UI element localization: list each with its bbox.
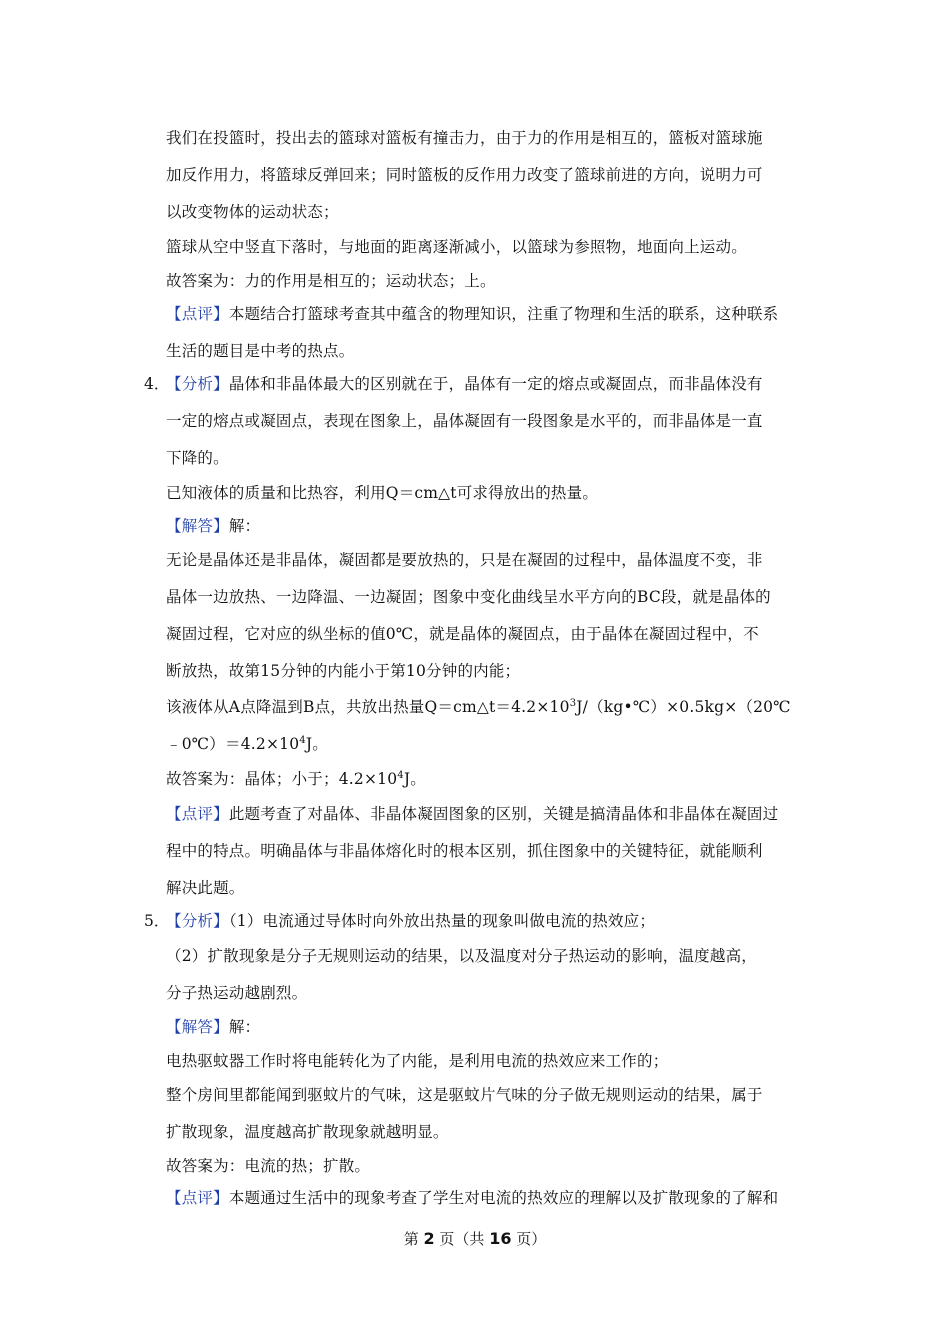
text-line: 下降的。 bbox=[166, 449, 229, 467]
question-number: 5． bbox=[144, 912, 170, 930]
text-line: 分子热运动越剧烈。 bbox=[166, 984, 308, 1002]
text-line: 整个房间里都能闻到驱蚊片的气味，这是驱蚊片气味的分子做无规则运动的结果，属于 bbox=[166, 1086, 763, 1104]
text-line: 已知液体的质量和比热容，利用Q＝cm△t可求得放出的热量。 bbox=[166, 484, 599, 502]
text-line: 一定的熔点或凝固点，表现在图象上，晶体凝固有一段图象是水平的，而非晶体是一直 bbox=[166, 412, 763, 430]
comment-line: 【点评】本题结合打篮球考查其中蕴含的物理知识，注重了物理和生活的联系，这种联系 bbox=[166, 305, 779, 323]
text-line: 电热驱蚊器工作时将电能转化为了内能，是利用电流的热效应来工作的； bbox=[166, 1052, 669, 1070]
text-line: 以改变物体的运动状态； bbox=[166, 203, 339, 221]
text-line: $﹣0℃)=4.2\times 10^4J$。 bbox=[166, 734, 328, 753]
page-number: 2 bbox=[423, 1229, 435, 1248]
analysis-line: 【分析】（1）电流通过导体时向外放出热量的现象叫做电流的热效应； bbox=[166, 912, 656, 930]
text-line: 故答案为：晶体；小于；$4.2\times 10^4J$。 bbox=[166, 769, 426, 788]
text-line: 凝固过程，它对应的纵坐标的值0℃，就是晶体的凝固点，由于晶体在凝固过程中，不 bbox=[166, 625, 759, 643]
text-line: 篮球从空中竖直下落时，与地面的距离逐渐减小，以篮球为参照物，地面向上运动。 bbox=[166, 238, 747, 256]
superscript: 4 bbox=[397, 769, 404, 781]
text-line: 晶体一边放热、一边降温、一边凝固；图象中变化曲线呈水平方向的BC段，就是晶体的 bbox=[166, 588, 771, 606]
comment-line: 【点评】本题通过生活中的现象考查了学生对电流的热效应的理解以及扩散现象的了解和 bbox=[166, 1189, 779, 1207]
text-line: 无论是晶体还是非晶体，凝固都是要放热的，只是在凝固的过程中，晶体温度不变，非 bbox=[166, 551, 763, 569]
text-line: 故答案为：力的作用是相互的；运动状态；上。 bbox=[166, 272, 496, 290]
page-total: 16 bbox=[489, 1229, 512, 1248]
comment-line: 【点评】此题考查了对晶体、非晶体凝固图象的区别，关键是搞清晶体和非晶体在凝固过 bbox=[166, 805, 779, 823]
superscript: 3 bbox=[569, 697, 577, 709]
answer-line: 【解答】解： bbox=[166, 1018, 261, 1036]
text-line: （2）扩散现象是分子无规则运动的结果，以及温度对分子热运动的影响，温度越高， bbox=[166, 947, 757, 965]
answer-tag: 【解答】 bbox=[166, 517, 229, 535]
comment-tag: 【点评】 bbox=[166, 305, 229, 323]
comment-tag: 【点评】 bbox=[166, 1189, 229, 1207]
text-line: 该液体从A点降温到B点，共放出热量$Q=cm\triangle t=4.2\times 10^3J/(kg•℃)\times 0.5kg\times(20℃$ bbox=[166, 697, 791, 716]
text-line: 我们在投篮时，投出去的篮球对篮板有撞击力，由于力的作用是相互的，篮板对篮球施 bbox=[166, 129, 763, 147]
question-number: 4． bbox=[144, 375, 170, 393]
text-line: 生活的题目是中考的热点。 bbox=[166, 342, 355, 360]
text-line: 程中的特点。明确晶体与非晶体熔化时的根本区别，抓住图象中的关键特征，就能顺利 bbox=[166, 842, 763, 860]
text-line: 加反作用力，将篮球反弹回来；同时篮板的反作用力改变了篮球前进的方向，说明力可 bbox=[166, 166, 763, 184]
text-line: 扩散现象，温度越高扩散现象就越明显。 bbox=[166, 1123, 449, 1141]
text-line: 断放热，故第15分钟的内能小于第10分钟的内能； bbox=[166, 662, 521, 680]
superscript: 4 bbox=[299, 734, 306, 746]
page-footer: 第 2 页（共 16 页） bbox=[403, 1229, 547, 1248]
comment-tag: 【点评】 bbox=[166, 805, 229, 823]
analysis-tag: 【分析】 bbox=[166, 912, 229, 930]
answer-line: 【解答】解： bbox=[166, 517, 261, 535]
text-line: 解决此题。 bbox=[166, 879, 245, 897]
analysis-tag: 【分析】 bbox=[166, 375, 229, 393]
text-line: 故答案为：电流的热；扩散。 bbox=[166, 1157, 371, 1175]
analysis-line: 【分析】晶体和非晶体最大的区别就在于，晶体有一定的熔点或凝固点，而非晶体没有 bbox=[166, 375, 763, 393]
answer-tag: 【解答】 bbox=[166, 1018, 229, 1036]
